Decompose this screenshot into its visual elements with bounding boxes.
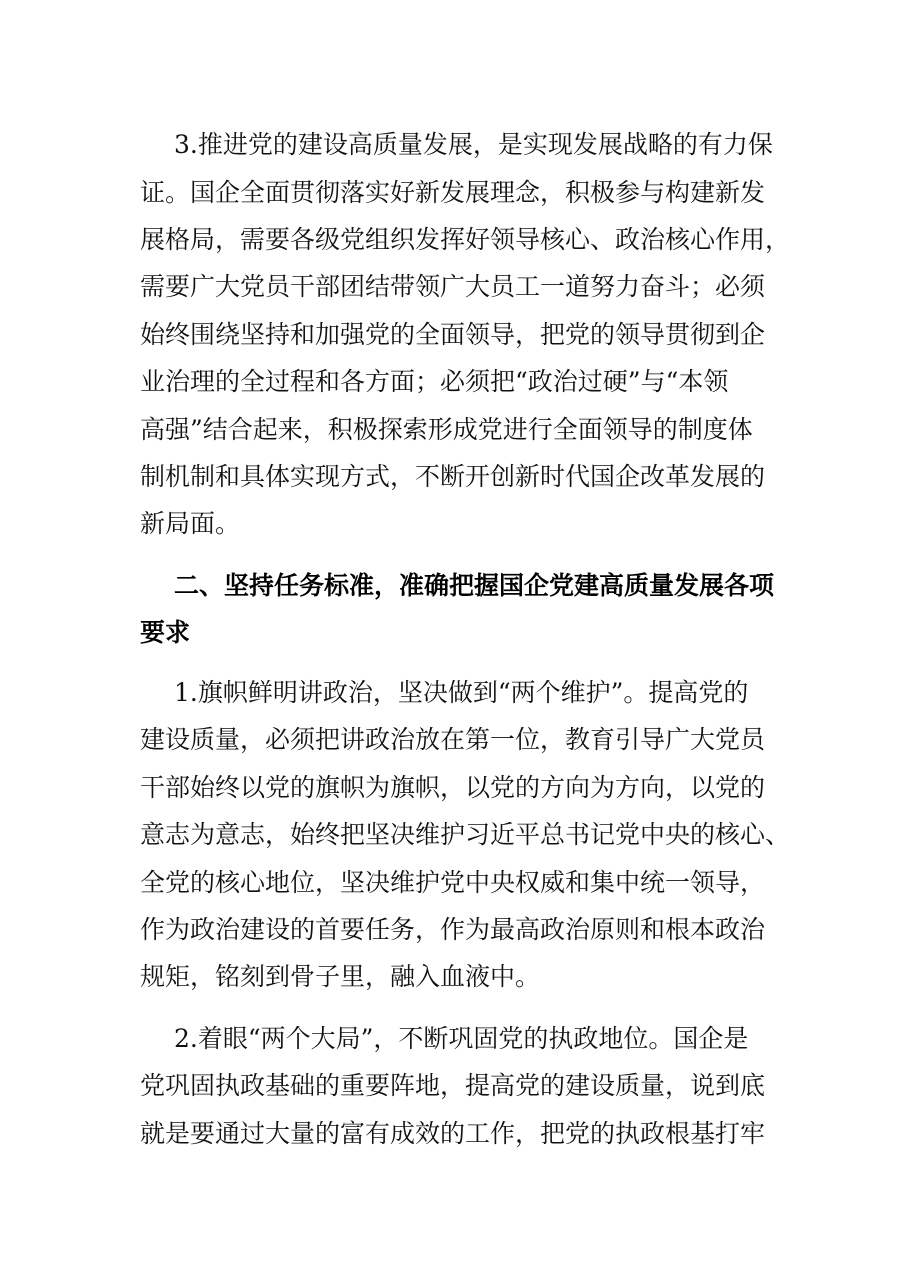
paragraph-line: 2.着眼“两个大局”，不断巩固党的执政地位。国企是 <box>174 1024 749 1053</box>
heading-line: 要求 <box>140 618 191 647</box>
paragraph-line: 作为政治建设的首要任务，作为最高政治原则和根本政治 <box>140 915 766 944</box>
paragraph-line: 干部始终以党的旗帜为旗帜，以党的方向为方向，以党的 <box>140 773 766 802</box>
paragraph-line: 就是要通过大量的富有成效的工作，把党的执政根基打牢 <box>140 1119 766 1148</box>
paragraph-line: 展格局，需要各级党组织发挥好领导核心、政治核心作用， <box>140 225 791 254</box>
paragraph-line: 全党的核心地位，坚决维护党中央权威和集中统一领导， <box>140 868 766 897</box>
paragraph-line: 新局面。 <box>140 509 241 538</box>
paragraph-line: 需要广大党员干部团结带领广大员工一道努力奋斗；必须 <box>140 272 766 301</box>
paragraph-line: 党巩固执政基础的重要阵地，提高党的建设质量，说到底 <box>140 1071 766 1100</box>
paragraph-line: 建设质量，必须把讲政治放在第一位，教育引导广大党员 <box>140 725 766 754</box>
paragraph-line: 3.推进党的建设高质量发展，是实现发展战略的有力保 <box>174 130 773 159</box>
paragraph-line: 1.旗帜鲜明讲政治，坚决做到“两个维护”。提高党的 <box>174 678 749 707</box>
paragraph-line: 证。国企全面贯彻落实好新发展理念，积极参与构建新发 <box>140 178 766 207</box>
paragraph-line: 意志为意志，始终把坚决维护习近平总书记党中央的核心、 <box>140 820 791 849</box>
paragraph-line: 高强”结合起来，积极探索形成党进行全面领导的制度体 <box>140 415 753 444</box>
paragraph-line: 业治理的全过程和各方面；必须把“政治过硬”与“本领 <box>140 367 729 396</box>
heading-line: 二、坚持任务标准，准确把握国企党建高质量发展各项 <box>174 571 775 600</box>
paragraph-line: 制机制和具体实现方式，不断开创新时代国企改革发展的 <box>140 462 766 491</box>
paragraph-line: 规矩，铭刻到骨子里，融入血液中。 <box>140 962 541 991</box>
paragraph-line: 始终围绕坚持和加强党的全面领导，把党的领导贯彻到企 <box>140 320 766 349</box>
